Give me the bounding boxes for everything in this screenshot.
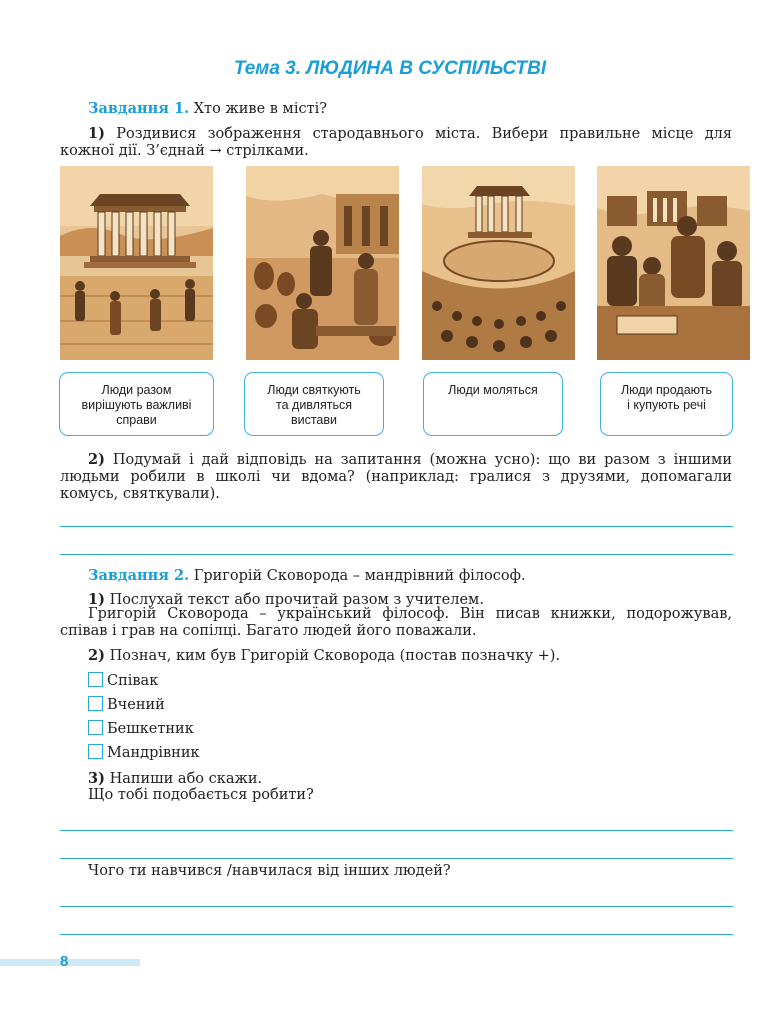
task1-step1 [60,125,732,160]
answer-line-3[interactable] [60,830,733,831]
task2-title: Григорій Сковорода – мандрівний філософ. [193,568,526,584]
checkbox[interactable] [88,696,103,711]
theatre-illustration [422,166,575,360]
option-singer[interactable] [88,672,158,692]
task1-step1-number: 1) [88,125,105,142]
task1-label: Завдання 1. [88,100,190,117]
answer-line-1[interactable] [60,526,733,527]
task2-step2 [60,647,732,665]
page-number: 8 [60,953,69,970]
task1-heading [60,100,732,118]
option-label: Вчений [107,697,165,713]
page-title: Тема 3. ЛЮДИНА В СУСПІЛЬСТВІ [233,58,547,79]
task2-step1-text: Послухай текст або прочитай разом з учителем. [109,592,484,608]
task1-step2-text: Подумай і дай відповідь на запитання (можна усно): що ви разом з іншими людьми робили в школі чи вдома? (наприклад: гралися з друзями, допомагали комусь, святкували). [60,452,732,502]
task1-step2 [60,451,732,503]
option-label: Бешкетник [107,721,194,737]
option-label: Співак [107,673,159,689]
answer-card-trade[interactable]: Люди продають і купують речі [600,372,733,436]
answer-line-6[interactable] [60,934,733,935]
task2-step2-text: Познач, ким був Григорій Сковорода (постав позначку +). [109,648,561,664]
task1-question: Хто живе в місті? [193,101,328,117]
answer-card-celebrate[interactable]: Люди святкують та дивляться вистави [244,372,384,436]
answer-line-2[interactable] [60,554,733,555]
task1-step1-text: Роздивися зображення стародавнього міста. Вибери правильне місце для кожної дії. З’єднай → стрілками. [60,126,732,159]
checkbox[interactable] [88,744,103,759]
option-scientist[interactable] [88,696,165,716]
answer-line-4[interactable] [60,858,733,859]
market-illustration [246,166,399,360]
question-learned: Чого ти навчився /навчилася від інших людей? [88,863,451,879]
option-label: Мандрівник [107,745,200,761]
checkbox[interactable] [88,720,103,735]
checkbox[interactable] [88,672,103,687]
answer-line-5[interactable] [60,906,733,907]
task2-step3-number: 3) [88,770,105,787]
assembly-illustration [597,166,750,360]
answer-card-pray[interactable]: Люди моляться [423,372,563,436]
task2-step3 [60,770,732,788]
task2-step1-number: 1) [88,591,105,608]
task2-reading-text: Григорій Сковорода – український філософ. Він писав книжки, подорожував, співав і грав на сопілці. Багато людей його поважали. [60,606,732,639]
task2-step3-text: Напиши або скажи. [109,771,263,787]
task2-step2-number: 2) [88,647,105,664]
task1-step2-number: 2) [88,451,105,468]
option-mischief[interactable] [88,720,194,740]
task2-label: Завдання 2. [88,567,190,584]
answer-card-decide[interactable]: Люди разом вирішують важливі справи [59,372,214,436]
page-number-bar [0,959,140,966]
question-likes: Що тобі подобається робити? [88,787,314,803]
temple-street-illustration [60,166,213,360]
task2-heading [60,567,732,585]
option-wanderer[interactable] [88,744,200,764]
